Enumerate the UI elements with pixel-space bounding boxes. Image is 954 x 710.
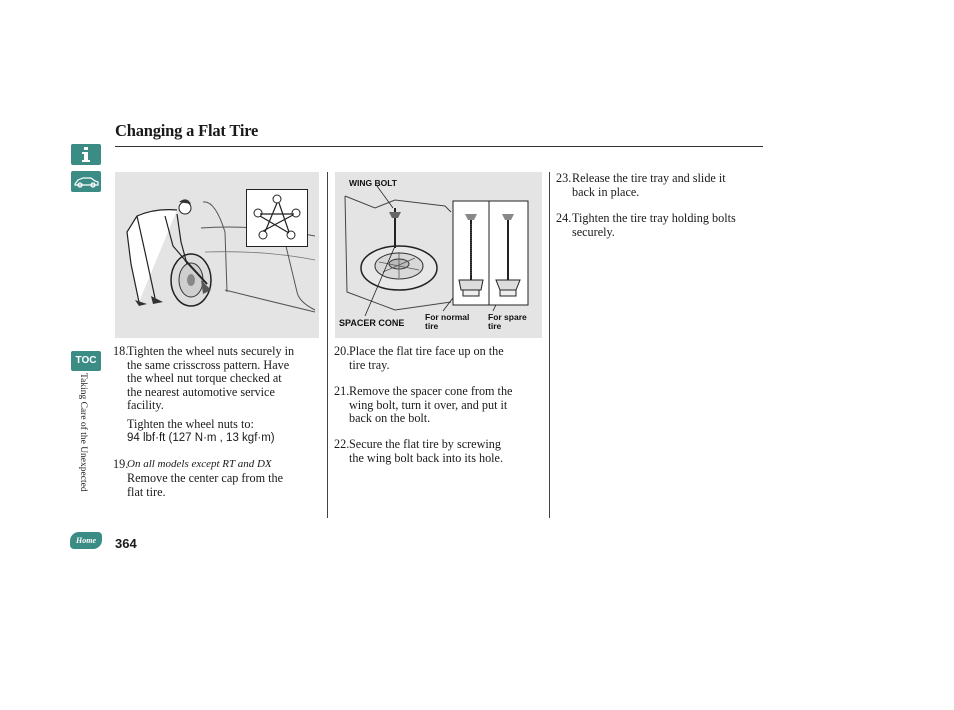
step-21: 21. Remove the spacer cone from the wing bolt, turn it over, and put it back on the bolt. (334, 384, 513, 425)
normal-tire-label: For normal tire (425, 312, 470, 331)
step-23: 23. Release the tire tray and slide it back in place. (556, 171, 726, 199)
step-20: 20. Place the flat tire face up on the tire tray. (334, 344, 504, 372)
page-number: 364 (115, 536, 137, 551)
wing-bolt-label: WING BOLT (349, 178, 397, 188)
toc-button[interactable]: TOC (71, 351, 101, 371)
column-divider-2 (549, 172, 550, 518)
wheel-nut-illustration (115, 172, 319, 338)
spacer-cone-label: SPACER CONE (339, 318, 405, 328)
info-icon (71, 144, 101, 165)
torque-spec: 94 lbf·ft (127 N·m , 13 kgf·m) (127, 432, 275, 444)
step-19: 19. On all models except RT and DX Remove the center cap from the flat tire. (113, 457, 283, 499)
title-rule (115, 146, 763, 147)
crisscross-pattern-diagram (246, 189, 308, 247)
car-icon (71, 171, 101, 192)
spare-tire-drawing (335, 172, 542, 338)
step-24: 24. Tighten the tire tray holding bolts securely. (556, 211, 736, 239)
section-label: Taking Care of the Unexpected (78, 373, 88, 492)
spare-tire-label: For spare tire (488, 312, 527, 331)
car-index-button[interactable] (71, 171, 101, 192)
spare-tire-illustration (335, 172, 542, 338)
step-18: 18. Tighten the wheel nuts securely in the same crisscross pattern. Have the wheel nut torque checked at the nearest automotive service facility. (113, 344, 295, 412)
step-22: 22. Secure the flat tire by screwing the wing bolt back into its hole. (334, 437, 504, 465)
home-button[interactable]: Home (70, 532, 102, 549)
page-title: Changing a Flat Tire (115, 121, 259, 140)
step-18-subtext: Tighten the wheel nuts to: (127, 417, 254, 431)
info-button[interactable] (71, 144, 101, 165)
